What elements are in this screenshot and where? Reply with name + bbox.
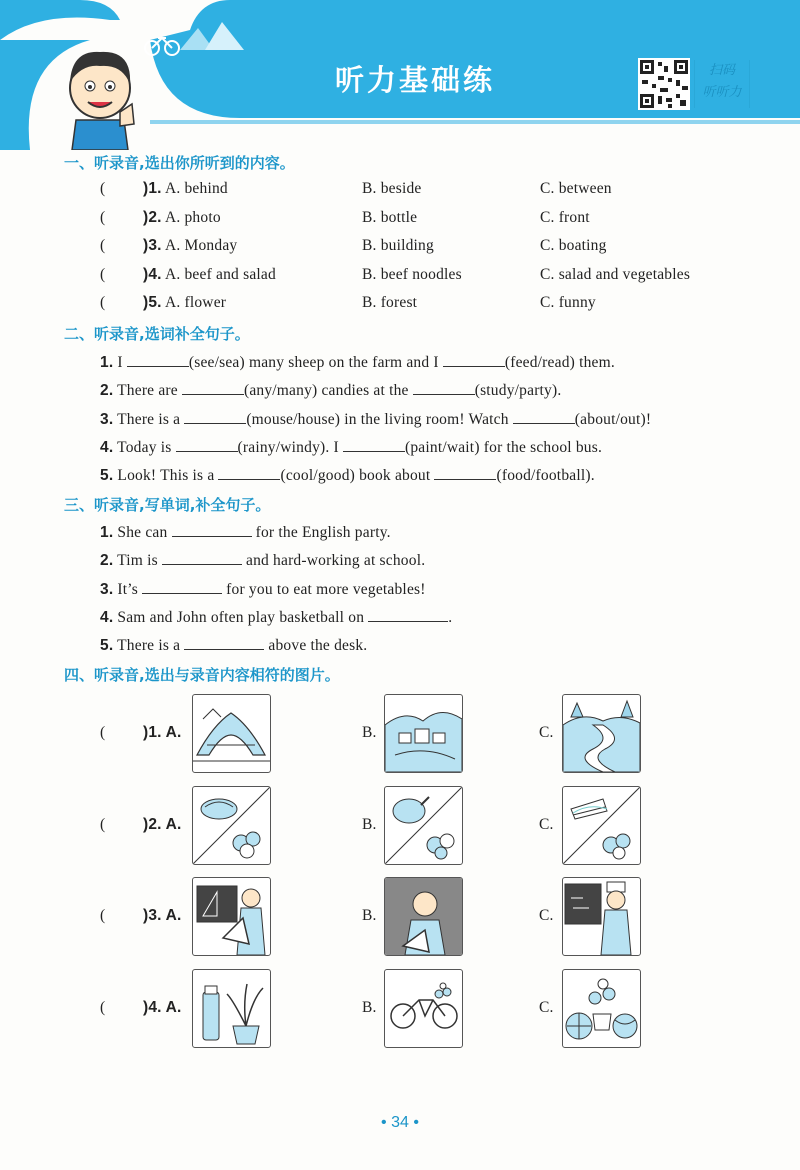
s1-option-a: )5. A. flower	[143, 294, 227, 311]
sentence-part: for you to eat more vegetables!	[226, 581, 426, 598]
answer-blank[interactable]	[127, 352, 189, 367]
section2-heading: 二、听录音,选词补全句子。	[64, 325, 250, 343]
s3-item-1	[100, 522, 391, 542]
s1-option-b: B. beside	[362, 180, 422, 197]
answer-blank[interactable]	[368, 607, 448, 622]
s1-option-a: )3. A. Monday	[143, 237, 238, 254]
s1-option-a: )2. A. photo	[143, 209, 221, 226]
sentence-part: There is a	[117, 411, 181, 428]
sentence-part: above the desk.	[268, 637, 368, 654]
s1-option-c: C. salad and vegetables	[540, 266, 691, 283]
page-header	[0, 0, 800, 150]
sentence-part: .	[448, 609, 453, 626]
sentence-part: (paint/wait) for the school bus.	[404, 439, 603, 456]
sentence-part: Sam and John often play basketball on	[117, 609, 365, 626]
s1-option-c: C. funny	[540, 294, 596, 311]
answer-blank[interactable]	[172, 522, 252, 537]
answer-paren[interactable]: (	[100, 180, 106, 197]
teacher-with-ruler-picture[interactable]	[192, 877, 271, 956]
bridge-picture[interactable]	[192, 694, 271, 773]
answer-blank[interactable]	[513, 409, 575, 424]
item-number: )1. A.	[143, 724, 182, 741]
s2-item-3	[100, 409, 651, 429]
s1-option-b: B. bottle	[362, 209, 418, 226]
option-b-label: B.	[362, 999, 377, 1016]
s3-item-2	[100, 550, 425, 570]
option-c-label: C.	[539, 907, 554, 924]
sentence-part: Today is	[117, 439, 172, 456]
river-picture[interactable]	[562, 694, 641, 773]
item-number: 1.	[100, 354, 114, 371]
village-picture[interactable]	[384, 694, 463, 773]
s1-option-b: B. building	[362, 237, 434, 254]
item-number: 3.	[100, 581, 114, 598]
sentence-part: and hard-working at school.	[245, 552, 426, 569]
sentence-part: (cool/good) book about	[280, 467, 431, 484]
s1-option-b: B. forest	[362, 294, 418, 311]
sentence-part: (food/football).	[496, 467, 595, 484]
item-number: 2.	[100, 552, 114, 569]
answer-paren[interactable]: (	[100, 999, 106, 1016]
item-number: 3.	[100, 411, 114, 428]
answer-paren[interactable]: (	[100, 724, 106, 741]
page-title: 听力基础练	[334, 63, 495, 97]
s1-option-a: )1. A. behind	[143, 180, 228, 197]
page-number: • 34 •	[381, 1114, 419, 1131]
sentence-part: (mouse/house) in the living room! Watch	[246, 411, 509, 428]
item-number: )3. A.	[143, 907, 182, 924]
sentence-part: for the English party.	[255, 524, 391, 541]
option-b-label: B.	[362, 907, 377, 924]
sentence-part: (any/many) candies at the	[243, 382, 409, 399]
sentence-part: Tim is	[117, 552, 158, 569]
sentence-part: (see/sea) many sheep on the farm and I	[188, 354, 439, 371]
teacher-with-chef-hat-picture[interactable]	[562, 877, 641, 956]
answer-paren[interactable]: (	[100, 209, 106, 226]
s1-option-b: B. beef noodles	[362, 266, 462, 283]
sentence-part: There are	[117, 382, 178, 399]
sentence-part: (about/out)!	[574, 411, 652, 428]
sandwich-and-vegetables-picture[interactable]	[562, 786, 641, 865]
item-number: 4.	[100, 609, 114, 626]
answer-blank[interactable]	[434, 465, 496, 480]
answer-blank[interactable]	[142, 579, 222, 594]
answer-paren[interactable]: (	[100, 816, 106, 833]
cartoon-boy-icon	[70, 52, 134, 150]
answer-paren[interactable]: (	[100, 294, 106, 311]
section1-heading: 一、听录音,选出你所听到的内容。	[64, 154, 295, 172]
sentence-part: It’s	[117, 581, 139, 598]
answer-blank[interactable]	[184, 409, 246, 424]
bottles-and-plant-picture[interactable]	[192, 969, 271, 1048]
item-number: 5.	[100, 637, 114, 654]
scan-line2: 听听力	[702, 85, 742, 100]
noodles-and-vegetables-picture[interactable]	[192, 786, 271, 865]
plant-and-balls-picture[interactable]	[562, 969, 641, 1048]
answer-blank[interactable]	[182, 380, 244, 395]
qr-code-icon[interactable]	[638, 58, 690, 110]
option-c-label: C.	[539, 999, 554, 1016]
item-number: 5.	[100, 467, 114, 484]
scan-line1: 扫码	[708, 63, 735, 78]
answer-blank[interactable]	[443, 352, 505, 367]
s1-option-c: C. front	[540, 209, 590, 226]
s2-item-1	[100, 352, 615, 372]
item-number: )2. A.	[143, 816, 182, 833]
old-man-with-ruler-picture[interactable]	[384, 877, 463, 956]
answer-blank[interactable]	[343, 437, 405, 452]
item-number: 4.	[100, 439, 114, 456]
option-c-label: C.	[539, 816, 554, 833]
sentence-part: (feed/read) them.	[504, 354, 615, 371]
s1-option-c: C. boating	[540, 237, 607, 254]
s2-item-5	[100, 465, 595, 485]
chicken-and-vegetables-picture[interactable]	[384, 786, 463, 865]
sentence-part: She can	[117, 524, 168, 541]
answer-paren[interactable]: (	[100, 907, 106, 924]
answer-blank[interactable]	[162, 550, 242, 565]
answer-paren[interactable]: (	[100, 237, 106, 254]
answer-paren[interactable]: (	[100, 266, 106, 283]
s3-item-4	[100, 607, 452, 627]
option-c-label: C.	[539, 724, 554, 741]
sentence-part: (rainy/windy). I	[237, 439, 339, 456]
scan-to-listen-label	[694, 60, 750, 108]
sentence-part: Look! This is a	[117, 467, 215, 484]
item-number: )4. A.	[143, 999, 182, 1016]
s2-item-2	[100, 380, 561, 400]
answer-blank[interactable]	[413, 380, 475, 395]
item-number: 1.	[100, 524, 114, 541]
answer-blank[interactable]	[218, 465, 280, 480]
option-b-label: B.	[362, 816, 377, 833]
answer-blank[interactable]	[176, 437, 238, 452]
option-b-label: B.	[362, 724, 377, 741]
section3-heading: 三、听录音,写单词,补全句子。	[64, 496, 271, 514]
sentence-part: There is a	[117, 637, 181, 654]
answer-blank[interactable]	[184, 635, 264, 650]
s3-item-5	[100, 635, 367, 655]
item-number: 2.	[100, 382, 114, 399]
bicycle-with-flowers-picture[interactable]	[384, 969, 463, 1048]
s1-option-a: )4. A. beef and salad	[143, 266, 276, 283]
s3-item-3	[100, 579, 426, 599]
sentence-part: I	[117, 354, 123, 371]
s2-item-4	[100, 437, 602, 457]
sentence-part: (study/party).	[474, 382, 562, 399]
s1-option-c: C. between	[540, 180, 612, 197]
section4-heading: 四、听录音,选出与录音内容相符的图片。	[64, 666, 340, 684]
